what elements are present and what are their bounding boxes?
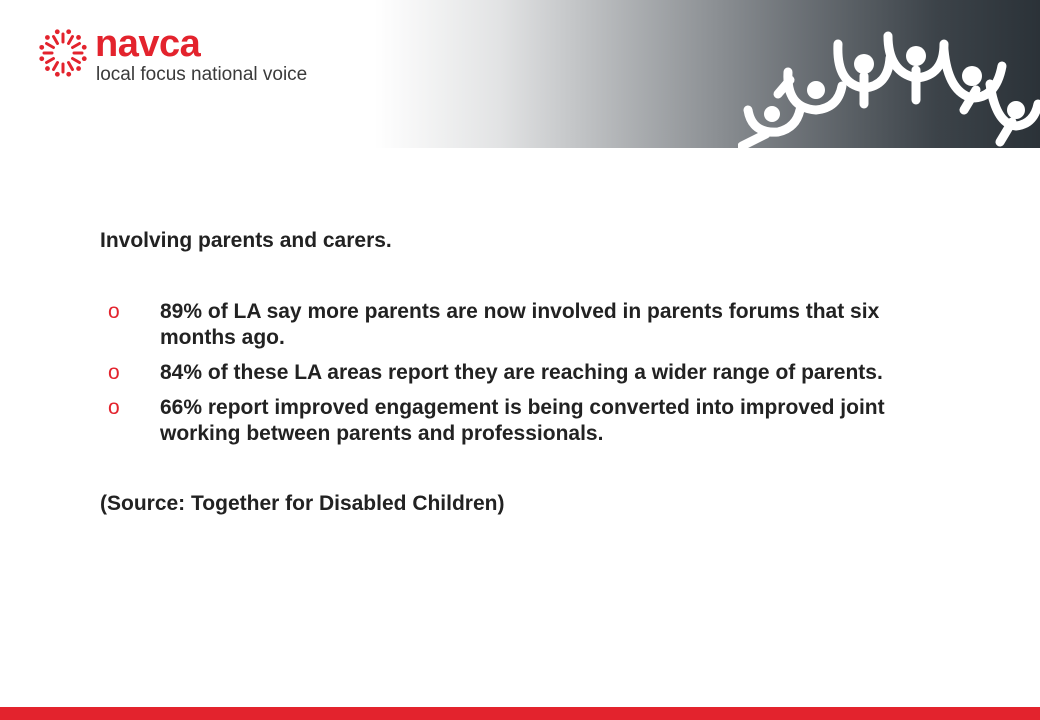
logo-ray (47, 59, 54, 63)
list-item (100, 395, 920, 447)
logo-head (45, 35, 50, 40)
logo-head (55, 29, 60, 34)
logo-ray (54, 63, 58, 70)
navca-logo (38, 22, 338, 92)
logo-head (76, 35, 81, 40)
list-item (100, 360, 920, 386)
bullet-list (100, 299, 920, 447)
bullet-marker: o (108, 300, 120, 323)
logo-ray (69, 37, 73, 44)
logo-tagline: local focus national voice (96, 64, 308, 85)
header-band (0, 0, 1040, 148)
bullet-text: 66% report improved engagement is being converted into improved joint working between parents and professionals. (160, 396, 885, 445)
sunburst-people-logo-icon (38, 28, 88, 78)
slide-content (100, 228, 920, 517)
people-figures-arc-icon (738, 14, 1040, 148)
logo-wordmark: navca (95, 23, 201, 65)
list-item (100, 299, 920, 351)
source-citation: (Source: Together for Disabled Children) (100, 492, 505, 515)
logo-ray (73, 44, 80, 48)
footer-bar (0, 707, 1040, 720)
bullet-text: 84% of these LA areas report they are reaching a wider range of parents. (160, 361, 883, 384)
logo-ray (69, 63, 73, 70)
slide-heading: Involving parents and carers. (100, 229, 392, 252)
logo-head (82, 56, 87, 61)
logo-head (55, 72, 60, 77)
bullet-marker: o (108, 361, 120, 384)
bullet-text: 89% of LA say more parents are now involved in parents forums that six months ago. (160, 300, 880, 349)
logo-ray (47, 44, 54, 48)
logo-head (66, 72, 71, 77)
logo-head (76, 66, 81, 71)
logo-ray (73, 59, 80, 63)
logo-head (45, 66, 50, 71)
logo-head (66, 29, 71, 34)
logo-head (39, 56, 44, 61)
logo-head (39, 45, 44, 50)
bullet-marker: o (108, 396, 120, 419)
logo-head (82, 45, 87, 50)
logo-ray (54, 37, 58, 44)
